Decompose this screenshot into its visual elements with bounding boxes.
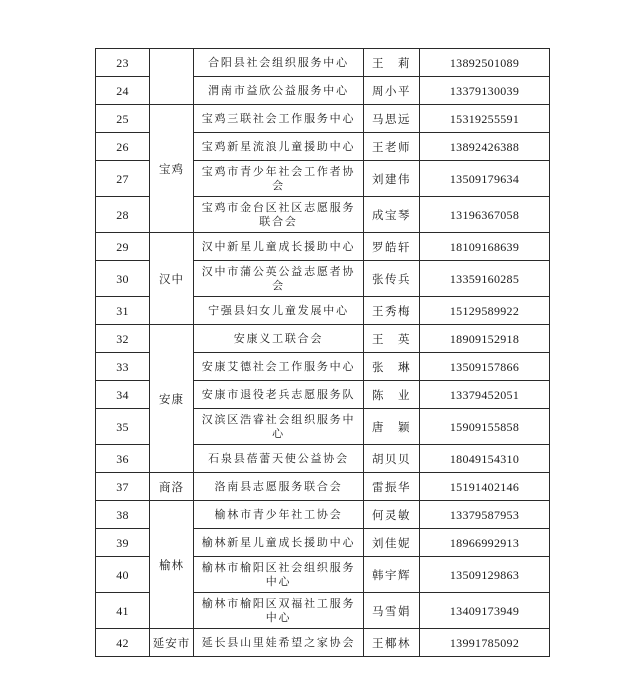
row-number: 41 <box>96 593 150 629</box>
phone-number: 13509157866 <box>420 353 550 381</box>
organization-name: 宝鸡市青少年社会工作者协会 <box>194 161 364 197</box>
phone-number: 15129589922 <box>420 297 550 325</box>
contact-name: 陈 业 <box>364 381 420 409</box>
phone-number: 13991785092 <box>420 629 550 657</box>
row-number: 37 <box>96 473 150 501</box>
phone-number: 13359160285 <box>420 261 550 297</box>
contact-name: 王椰林 <box>364 629 420 657</box>
region-cell: 商洛 <box>150 473 194 501</box>
row-number: 42 <box>96 629 150 657</box>
phone-number: 13379452051 <box>420 381 550 409</box>
contact-name: 周小平 <box>364 77 420 105</box>
table-row <box>96 473 550 501</box>
table-row <box>96 105 550 133</box>
organization-name: 石泉县蓓蕾天使公益协会 <box>194 445 364 473</box>
row-number: 39 <box>96 529 150 557</box>
region-cell: 汉中 <box>150 233 194 325</box>
organization-name: 渭南市益欣公益服务中心 <box>194 77 364 105</box>
row-number: 31 <box>96 297 150 325</box>
row-number: 29 <box>96 233 150 261</box>
phone-number: 18049154310 <box>420 445 550 473</box>
phone-number: 15319255591 <box>420 105 550 133</box>
organization-name: 汉中新星儿童成长援助中心 <box>194 233 364 261</box>
row-number: 36 <box>96 445 150 473</box>
region-cell: 延安市 <box>150 629 194 657</box>
organization-name: 延长县山里娃希望之家协会 <box>194 629 364 657</box>
contact-name: 王 英 <box>364 325 420 353</box>
phone-number: 13892426388 <box>420 133 550 161</box>
row-number: 35 <box>96 409 150 445</box>
contact-name: 王秀梅 <box>364 297 420 325</box>
phone-number: 18109168639 <box>420 233 550 261</box>
organization-name: 安康义工联合会 <box>194 325 364 353</box>
organization-name: 宝鸡三联社会工作服务中心 <box>194 105 364 133</box>
phone-number: 13379130039 <box>420 77 550 105</box>
phone-number: 15909155858 <box>420 409 550 445</box>
organization-name: 宝鸡市金台区社区志愿服务联合会 <box>194 197 364 233</box>
organization-table <box>95 48 550 657</box>
row-number: 26 <box>96 133 150 161</box>
row-number: 33 <box>96 353 150 381</box>
table-row <box>96 325 550 353</box>
organization-name: 洛南县志愿服务联合会 <box>194 473 364 501</box>
organization-name: 宁强县妇女儿童发展中心 <box>194 297 364 325</box>
organization-name: 榆林市榆阳区社会组织服务中心 <box>194 557 364 593</box>
table-row <box>96 629 550 657</box>
contact-name: 何灵敏 <box>364 501 420 529</box>
row-number: 25 <box>96 105 150 133</box>
row-number: 23 <box>96 49 150 77</box>
contact-name: 成宝琴 <box>364 197 420 233</box>
phone-number: 13509129863 <box>420 557 550 593</box>
row-number: 34 <box>96 381 150 409</box>
contact-name: 张传兵 <box>364 261 420 297</box>
row-number: 27 <box>96 161 150 197</box>
organization-name: 榆林新星儿童成长援助中心 <box>194 529 364 557</box>
contact-name: 张 琳 <box>364 353 420 381</box>
contact-name: 罗皓轩 <box>364 233 420 261</box>
contact-name: 马雪娟 <box>364 593 420 629</box>
table-row <box>96 49 550 77</box>
phone-number: 13892501089 <box>420 49 550 77</box>
region-cell: 宝鸡 <box>150 105 194 233</box>
region-cell: 榆林 <box>150 501 194 629</box>
region-cell <box>150 49 194 105</box>
contact-name: 胡贝贝 <box>364 445 420 473</box>
organization-name: 汉滨区浩睿社会组织服务中心 <box>194 409 364 445</box>
phone-number: 13409173949 <box>420 593 550 629</box>
contact-name: 刘佳妮 <box>364 529 420 557</box>
row-number: 30 <box>96 261 150 297</box>
organization-name: 合阳县社会组织服务中心 <box>194 49 364 77</box>
phone-number: 18966992913 <box>420 529 550 557</box>
phone-number: 13196367058 <box>420 197 550 233</box>
contact-name: 马思远 <box>364 105 420 133</box>
table-row <box>96 233 550 261</box>
contact-name: 韩宇辉 <box>364 557 420 593</box>
row-number: 28 <box>96 197 150 233</box>
organization-name: 榆林市榆阳区双福社工服务中心 <box>194 593 364 629</box>
phone-number: 15191402146 <box>420 473 550 501</box>
region-cell: 安康 <box>150 325 194 473</box>
row-number: 38 <box>96 501 150 529</box>
contact-name: 唐 颖 <box>364 409 420 445</box>
organization-name: 汉中市蒲公英公益志愿者协会 <box>194 261 364 297</box>
phone-number: 13379587953 <box>420 501 550 529</box>
phone-number: 13509179634 <box>420 161 550 197</box>
contact-name: 王 莉 <box>364 49 420 77</box>
row-number: 32 <box>96 325 150 353</box>
row-number: 24 <box>96 77 150 105</box>
phone-number: 18909152918 <box>420 325 550 353</box>
contact-name: 王老师 <box>364 133 420 161</box>
organization-name: 安康市退役老兵志愿服务队 <box>194 381 364 409</box>
organization-name: 安康艾德社会工作服务中心 <box>194 353 364 381</box>
organization-name: 宝鸡新星流浪儿童援助中心 <box>194 133 364 161</box>
row-number: 40 <box>96 557 150 593</box>
organization-name: 榆林市青少年社工协会 <box>194 501 364 529</box>
contact-name: 刘建伟 <box>364 161 420 197</box>
table-row <box>96 501 550 529</box>
contact-name: 雷振华 <box>364 473 420 501</box>
